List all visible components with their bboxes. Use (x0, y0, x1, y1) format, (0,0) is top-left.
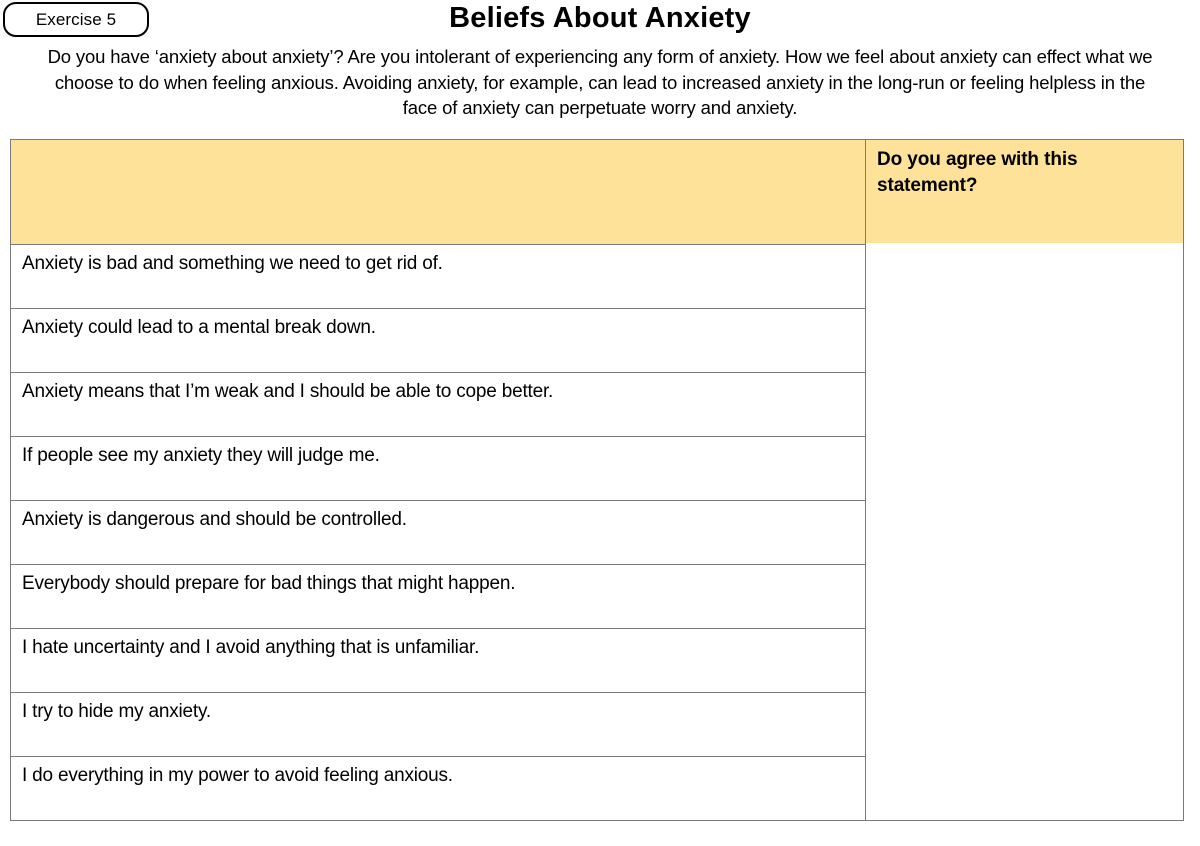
table-row (11, 437, 1184, 501)
belief-statement-cell: Anxiety could lead to a mental break down. (11, 309, 866, 373)
beliefs-table (10, 139, 1184, 821)
table-row (11, 373, 1184, 437)
table-row (11, 693, 1184, 757)
agree-response-cell[interactable] (866, 755, 1184, 819)
table-header-row (11, 140, 1184, 245)
agree-response-cell[interactable] (866, 435, 1184, 499)
table-row (11, 565, 1184, 629)
belief-statement-cell: Anxiety means that I’m weak and I should be able to cope better. (11, 373, 866, 437)
agree-response-cell[interactable] (866, 691, 1184, 755)
intro-paragraph: Do you have ‘anxiety about anxiety’? Are you intolerant of experiencing any form of anxiety. How we feel about anxiety can effect what we choose to do when feeling anxious. Avoiding anxiety, for example, can lead to increased anxiety in the long-run or feeling helpless in the face of anxiety can perpetuate worry and anxiety. (47, 46, 1153, 118)
column-header-answer: Do you agree with this statement? (866, 140, 1184, 245)
table-row (11, 501, 1184, 565)
belief-statement-cell: I try to hide my anxiety. (11, 693, 866, 757)
table-row (11, 629, 1184, 693)
table-body (11, 245, 1184, 821)
table-head (11, 140, 1184, 245)
agree-response-cell[interactable] (866, 499, 1184, 563)
belief-statement-cell: If people see my anxiety they will judge me. (11, 437, 866, 501)
table-row (11, 245, 1184, 309)
agree-response-cell[interactable] (866, 307, 1184, 371)
belief-statement-cell: Everybody should prepare for bad things that might happen. (11, 565, 866, 629)
page-title: Beliefs About Anxiety (449, 2, 751, 34)
worksheet-header-band (0, 0, 1200, 38)
belief-statement-cell: I do everything in my power to avoid feeling anxious. (11, 757, 866, 821)
agree-response-cell[interactable] (866, 243, 1184, 307)
belief-statement-cell: Anxiety is bad and something we need to get rid of. (11, 245, 866, 309)
agree-response-cell[interactable] (866, 627, 1184, 691)
column-header-statement (11, 140, 866, 245)
exercise-badge-label: Exercise 5 (35, 10, 117, 29)
table-row (11, 757, 1184, 821)
belief-statement-cell: I hate uncertainty and I avoid anything that is unfamiliar. (11, 629, 866, 693)
table-row (11, 309, 1184, 373)
agree-response-cell[interactable] (866, 563, 1184, 627)
belief-statement-cell: Anxiety is dangerous and should be controlled. (11, 501, 866, 565)
agree-response-cell[interactable] (866, 371, 1184, 435)
